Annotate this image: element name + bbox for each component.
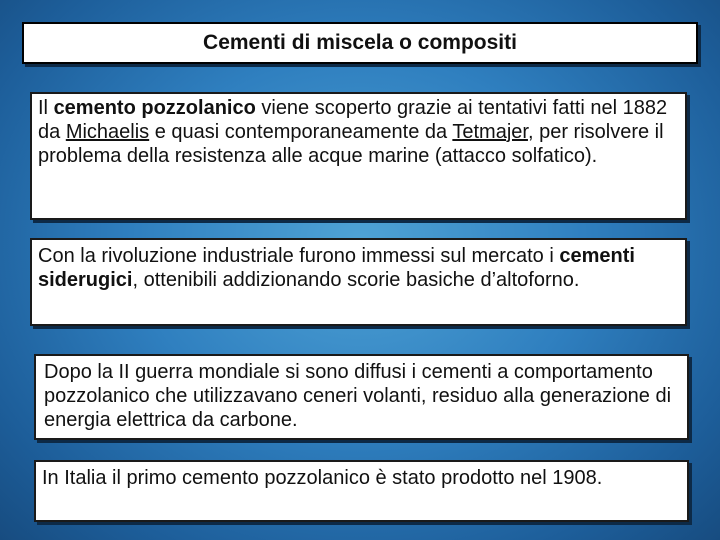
- text-box-postwar: [34, 354, 689, 440]
- p1-text-4: , per risolvere il problema della resistenza alle acque marine (attacco solfatico).: [38, 121, 664, 167]
- p2-text-2: , ottenibili addizionando scorie basiche d’altoforno.: [132, 269, 580, 291]
- text-box-industrial-revolution: [30, 238, 687, 326]
- p1-text-2: viene scoperto grazie ai tentativi fatti nel 1882 da: [38, 97, 668, 143]
- p2-text-1: Con la rivoluzione industriale furono immessi sul mercato i: [38, 245, 560, 267]
- slide-title-text: Cementi di miscela o compositi: [203, 31, 517, 54]
- slide-title: [22, 22, 698, 64]
- p4-text: In Italia il primo cemento pozzolanico è stato prodotto nel 1908.: [42, 467, 603, 489]
- p1-text-1: Il: [38, 97, 54, 119]
- text-box-pozzolanic-discovery: [30, 92, 687, 220]
- p1-name-tetmajer: Tetmajer: [452, 121, 528, 143]
- p3-text: Dopo la II guerra mondiale si sono diffusi i cementi a comportamento pozzolanico che utilizzavano ceneri volanti, residuo alla generazione di energia elettrica da carbone.: [44, 361, 672, 431]
- p1-bold-term: cemento pozzolanico: [53, 97, 256, 119]
- text-box-italy: [34, 460, 689, 522]
- p1-name-michaelis: Michaelis: [65, 121, 150, 143]
- p1-text-3: e quasi contemporaneamente da: [149, 121, 453, 143]
- p2-bold-term: cementi siderugici: [38, 245, 635, 291]
